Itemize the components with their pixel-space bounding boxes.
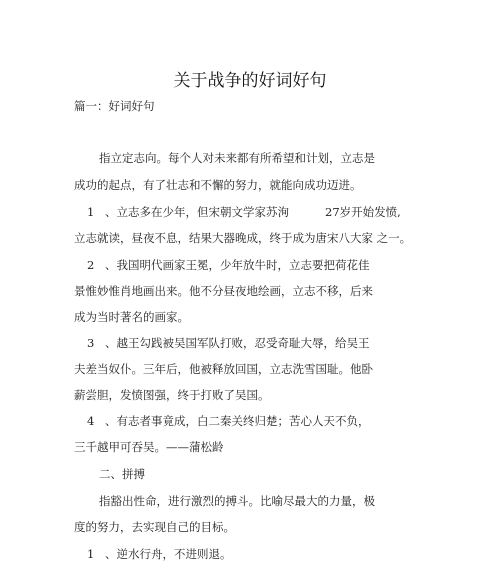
item5-line-1: 、逆水行舟，不进则退。: [105, 547, 232, 561]
item3-line-1: 、越王勾践被吴国军队打败，忍受奇耻大辱，给吴王: [105, 336, 370, 350]
item-number: 4: [87, 414, 95, 428]
item-number: 3: [87, 336, 95, 350]
intro-line-1: 指立定志向。每个人对未来都有所希望和计划，立志是: [99, 151, 375, 165]
item-number: 1: [87, 205, 95, 219]
item1-line-1a: 、立志多在少年，但宋朝文学家苏洵: [105, 205, 289, 219]
item1-line-2: 立志就读，昼夜不息，结果大器晚成，终于成为唐宋八大家 之一。: [74, 231, 412, 245]
item1-line-1b: 27岁开始发愤,: [325, 205, 401, 219]
section-heading: 篇一：好词好句: [74, 99, 155, 113]
document-title: 关于战争的好词好句: [173, 71, 327, 91]
item4-line-1: 、有志者事竟成，白二秦关终归楚；苦心人天不负，: [105, 414, 370, 428]
item-number: 2: [87, 258, 95, 272]
item3-line-3: 薪尝胆，发愤图强，终于打败了吴国。: [74, 388, 270, 402]
item3-line-2: 夫差当奴仆。三年后，他被释放回国，立志洗雪国耻。他卧: [74, 362, 373, 376]
para2-line-2: 度的努力，去实现自己的目标。: [74, 520, 235, 534]
para2-line-1: 指豁出性命，进行激烈的搏斗。比喻尽最大的力量，极: [99, 494, 375, 508]
item2-line-2: 景惟妙惟肖地画出来。他不分昼夜地绘画，立志不移，后来: [74, 284, 373, 298]
intro-line-2: 成功的起点，有了壮志和不懈的努力，就能向成功迈进。: [74, 178, 362, 192]
item4-line-2: 三千越甲可吞吴。——蒲松龄: [74, 440, 224, 454]
item2-line-3: 成为当时著名的画家。: [74, 310, 189, 324]
item2-line-1: 、我国明代画家王冕，少年放牛时，立志要把荷花佳: [105, 258, 370, 272]
heading-2: 二、拼搏: [99, 467, 145, 481]
item-number: 1: [87, 547, 95, 561]
